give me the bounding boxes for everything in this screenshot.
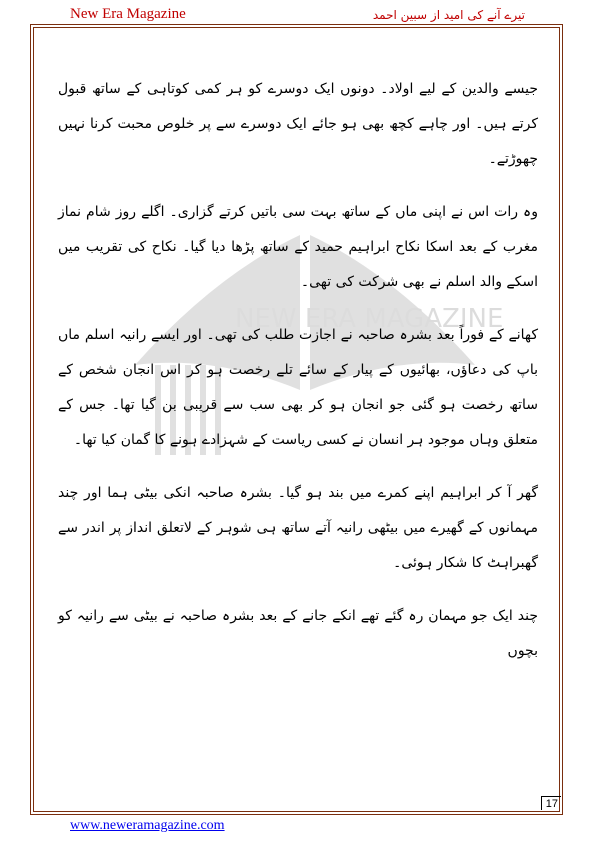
- paragraph: گھر آ کر ابراہیم اپنے کمرے میں بند ہو گیا۔ بشرہ صاحبہ انکی بیٹی ہما اور چند مہمانوں کے گھیرے میں بیٹھی رانیہ آتے ساتھ ہی شوہر کے لاتعلق انداز پر اندر سے گھبراہٹ کا شکار ہوئی۔: [58, 485, 538, 571]
- article-body: [58, 72, 538, 687]
- website-link[interactable]: www.neweramagazine.com: [70, 818, 225, 833]
- paragraph: وہ رات اس نے اپنی ماں کے ساتھ بہت سی باتیں کرتے گزاری۔ اگلے روز شام نماز مغرب کے بعد اسکا نکاح ابراہیم حمید کے ساتھ پڑھا دیا گیا۔ نکاح کی تقریب میں اسکے والد اسلم نے بھی شرکت کی تھی۔: [58, 204, 538, 290]
- paragraph: چند ایک جو مہمان رہ گئے تھے انکے جانے کے بعد بشرہ صاحبہ نے بیٹی سے رانیہ کو بچوں: [58, 608, 538, 659]
- paragraph: کھانے کے فوراً بعد بشرہ صاحبہ نے اجازت طلب کی تھی۔ اور ایسے رانیہ اسلم ماں باپ کی دعاؤں، بھائیوں کے پیار کے سائے تلے رخصت ہو کر اس انجان شخص کے ساتھ رخصت ہو گئی جو انجان ہو کر بھی سب سے قریبی بن گیا تھا۔ جس کے متعلق وہاں موجود ہر انسان نے کسی ریاست کے شہزادے ہونے کا گمان کیا تھا۔: [58, 327, 538, 448]
- page-number: 17: [541, 796, 561, 810]
- magazine-name: New Era Magazine: [70, 6, 186, 22]
- story-credit: تیرے آنے کی امید از سبین احمد: [372, 8, 525, 22]
- watermark-text: NEW ERA MAGAZINE: [235, 304, 504, 334]
- paragraph: جیسے والدین کے لیے اولاد۔ دونوں ایک دوسرے کو ہر کمی کوتاہی کے ساتھ قبول کرتے ہیں۔ اور چاہے کچھ بھی ہو جائے ایک دوسرے سے پر خلوص محبت کرنا نہیں چھوڑتے۔: [58, 81, 538, 167]
